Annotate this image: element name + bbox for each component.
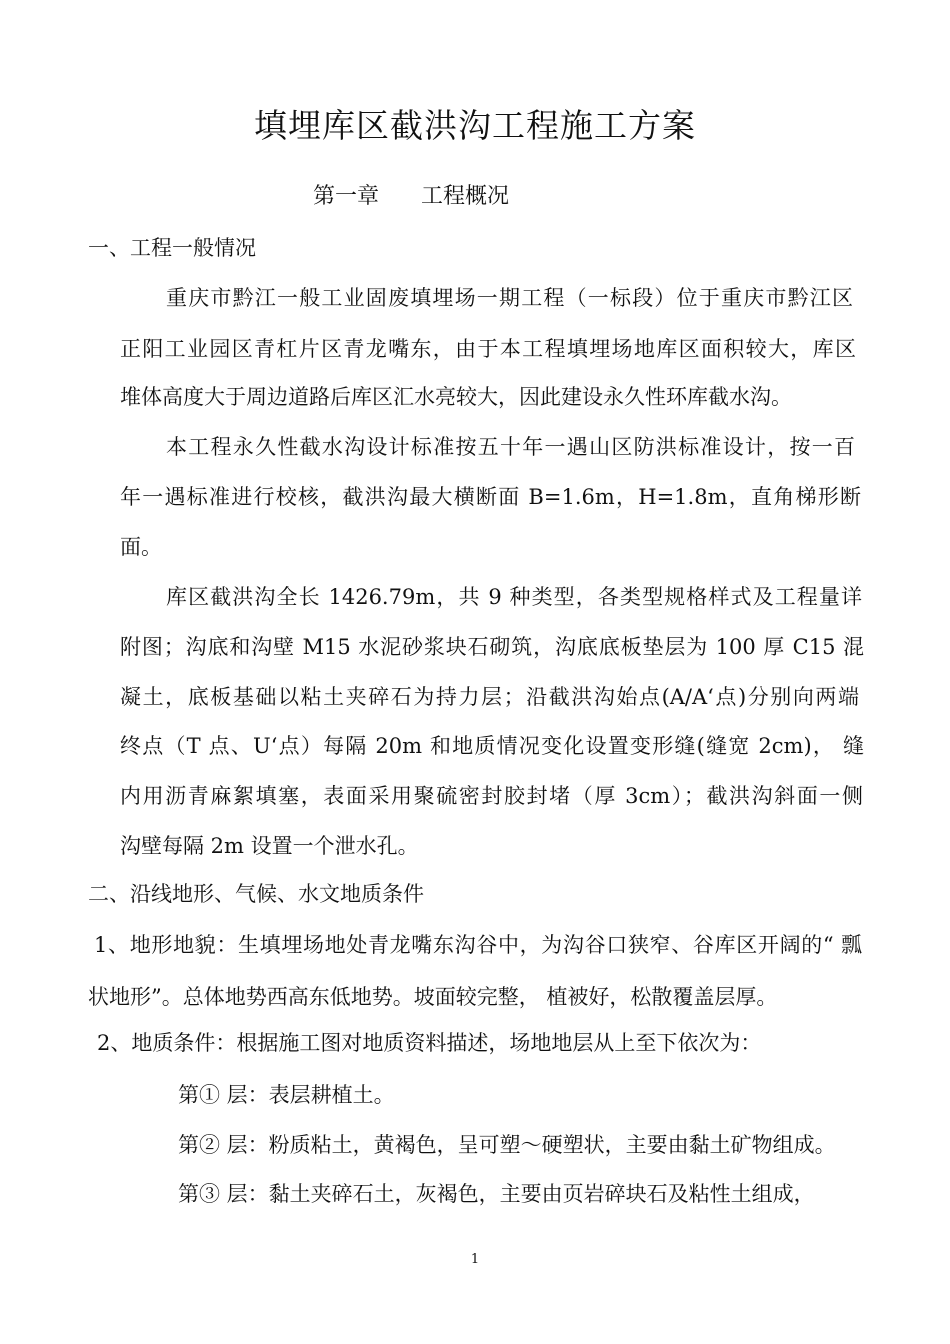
page-number: 1 [470, 1252, 480, 1267]
layer-item: 第② 层：粉质粘土，黄褐色，呈可塑～硬塑状，主要由黏土矿物组成。 [178, 1133, 836, 1157]
paragraph-line: 堆体高度大于周边道路后库区汇水亮较大，因此建设永久性环库截水沟。 [120, 385, 792, 409]
paragraph-line: 内用沥青麻絮填塞，表面采用聚硫密封胶封堵（厚 3cm）；截洪沟斜面一侧 [120, 784, 863, 808]
paragraph-line: 沟壁每隔 2m 设置一个泄水孔。 [120, 834, 419, 858]
paragraph-line: 凝土，底板基础以粘土夹碎石为持力层；沿截洪沟始点(A/A‘点)分别向两端 [120, 685, 859, 709]
paragraph-line: 重庆市黔江一般工业固废填埋场一期工程（一标段）位于重庆市黔江区 [166, 286, 853, 310]
chapter-number: 第一章 [313, 184, 380, 209]
paragraph-line: 1、地形地貌：生填埋场地处青龙嘴东沟谷中，为沟谷口狭窄、谷库区开阔的“ 瓢 [94, 933, 862, 957]
paragraph-line: 2、地质条件：根据施工图对地质资料描述，场地地层从上至下依次为： [97, 1031, 762, 1055]
layer-item: 第① 层：表层耕植土。 [178, 1083, 395, 1107]
paragraph-line: 终点（T 点、U‘点）每隔 20m 和地质情况变化设置变形缝(缝宽 2cm)， 缝 [120, 734, 864, 758]
paragraph-line: 面。 [120, 535, 162, 559]
section-heading-terrain: 二、沿线地形、气候、水文地质条件 [88, 882, 424, 906]
chapter-heading [313, 182, 509, 212]
paragraph-line: 本工程永久性截水沟设计标准按五十年一遇山区防洪标准设计，按一百 [166, 435, 855, 459]
paragraph-line: 状地形”。总体地势西高东低地势。坡面较完整， 植被好，松散覆盖层厚。 [88, 985, 778, 1009]
paragraph-line: 库区截洪沟全长 1426.79m，共 9 种类型，各类型规格样式及工程量详 [166, 585, 862, 609]
paragraph-line: 附图；沟底和沟壁 M15 水泥砂浆块石砌筑，沟底底板垫层为 100 厚 C15 混 [120, 635, 864, 659]
layer-item: 第③ 层：黏土夹碎石土，灰褐色，主要由页岩碎块石及粘性土组成， [178, 1182, 815, 1206]
document-title: 填埋库区截洪沟工程施工方案 [254, 106, 696, 145]
paragraph-line: 年一遇标准进行校核，截洪沟最大横断面 B=1.6m，H=1.8m，直角梯形断 [120, 485, 861, 509]
chapter-name: 工程概况 [421, 184, 510, 209]
section-heading-general: 一、工程一般情况 [88, 236, 256, 260]
paragraph-line: 正阳工业园区青杠片区青龙嘴东，由于本工程填埋场地库区面积较大，库区 [120, 337, 856, 361]
